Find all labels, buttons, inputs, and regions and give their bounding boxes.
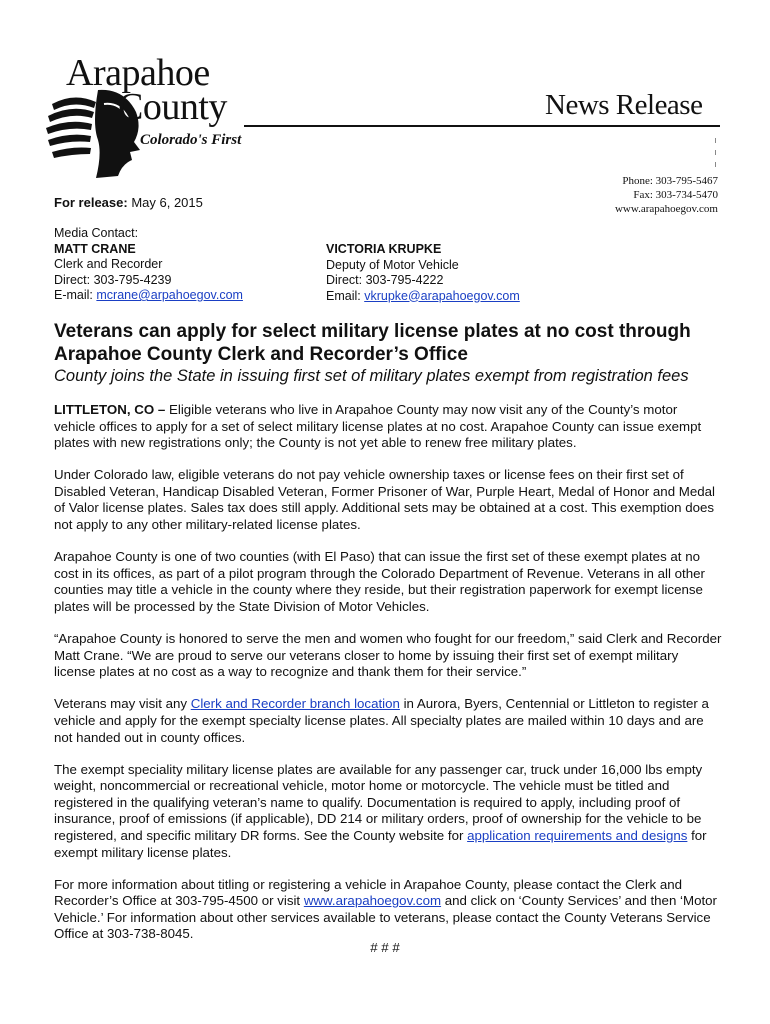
p6-text-b: for exempt military license plates. bbox=[54, 827, 707, 860]
contact-email-line bbox=[54, 288, 243, 304]
paragraph-1 bbox=[54, 402, 722, 452]
release-date: May 6, 2015 bbox=[131, 195, 203, 210]
branch-location-link[interactable]: Clerk and Recorder branch location bbox=[190, 696, 400, 712]
paragraph-4: “Arapahoe County is honored to serve the men and women who fought for our freedom,” said Clerk and Recorder Matt Crane. “We are proud to serve our veterans closer to home by issuing their first set of exempt military license plates at no cost as a way to recognize and thank them for their service.” bbox=[54, 631, 722, 680]
media-contact-1 bbox=[54, 226, 243, 304]
contact-name: MATT CRANE bbox=[54, 241, 136, 256]
news-release-title: News Release bbox=[545, 89, 703, 121]
header-rule bbox=[244, 125, 720, 127]
contact-email-line bbox=[326, 289, 520, 305]
logo-wordmark-line2: County bbox=[118, 86, 227, 128]
fax: Fax: 303-734-5470 bbox=[633, 189, 718, 201]
margin-ticks bbox=[715, 138, 717, 168]
contact-name: VICTORIA KRUPKE bbox=[326, 242, 442, 256]
subheadline: County joins the State in issuing first set of military plates exempt from registration fees bbox=[54, 367, 689, 385]
release-date-line bbox=[54, 195, 203, 211]
contact-title: Clerk and Recorder bbox=[54, 257, 163, 271]
p7-text-a: For more information about titling or registering a vehicle in Arapahoe County, please contact the Clerk and Recorder’s Office at 303-795-4500 or visit bbox=[54, 876, 683, 909]
p6-text-a: The exempt speciality military license plates are available for any passenger car, truck under 16,000 lbs empty weight, noncommercial or recreational vehicle, motor home or motorcycle. The vehicle must be titled and registered in the qualifying veteran’s name to qualify. Documentation is required to apply, including proof of insurance, proof of emissions (if applicable), DD 214 or military orders, proof of ownership for the vehicle to be registered, and specific military DR forms. See the County website for bbox=[54, 761, 703, 843]
release-label: For release: bbox=[54, 195, 128, 210]
paragraph-2: Under Colorado law, eligible veterans do not pay vehicle ownership taxes or license fees on their first set of Disabled Veteran, Handicap Disabled Veteran, Former Prisoner of War, Purple Heart, Medal of Honor and Medal of Valor license plates. Sales tax does still apply. Additional sets may be obtained at a cost. This exemption does not apply to any other military-related license plates. bbox=[54, 467, 715, 533]
website: www.arapahoegov.com bbox=[614, 203, 718, 215]
media-contact-label: Media Contact: bbox=[54, 226, 139, 240]
media-contact-2 bbox=[326, 242, 520, 304]
email-link[interactable]: mcrane@arpahoegov.com bbox=[96, 288, 243, 302]
contact-direct: Direct: 303-795-4239 bbox=[54, 272, 172, 287]
end-mark: # # # bbox=[370, 940, 400, 955]
contact-title: Deputy of Motor Vehicle bbox=[326, 257, 459, 272]
email-link[interactable]: vkrupke@arapahoegov.com bbox=[364, 288, 520, 303]
p5-text-b: in Aurora, Byers, Centennial or Littleton to register a vehicle and apply for the exempt specialty license plates. All specialty plates are mailed within 10 days and are not handed out in county offices. bbox=[54, 696, 709, 745]
paragraph-7 bbox=[54, 877, 722, 943]
contact-block bbox=[615, 174, 718, 216]
p7-text-b: and click on ‘County Services’ and then ‘Motor Vehicle.’ For information about other services available to veterans, please contact the County Veterans Service Office at 303-738-8045. bbox=[54, 893, 717, 942]
paragraph-3: Arapahoe County is one of two counties (with El Paso) that can issue the first set of these exempt plates at no cost in its offices, as part of a pilot program through the Colorado Department of Revenue. Veterans in all other counties may title a vehicle in the county where they reside, but their registration paperwork for exempt license plates will be processed by the State Division of Motor Vehicles. bbox=[54, 549, 705, 614]
p5-text-a: Veterans may visit any bbox=[54, 696, 191, 712]
phone: Phone: 303-795-5467 bbox=[622, 175, 718, 187]
email-label: Email: bbox=[326, 288, 365, 303]
email-label: E-mail: bbox=[54, 288, 97, 302]
article-body bbox=[54, 402, 722, 943]
paragraph-1-text: Eligible veterans who live in Arapahoe County may now visit any of the County’s motor vehicle offices to apply for a set of select military license plates at no cost. Arapahoe County can issue exempt plates with new registrations only; the County is not yet able to renew free military plates. bbox=[54, 402, 702, 451]
headline: Veterans can apply for select military license plates at no cost through Arapahoe County Clerk and Recorder’s Office bbox=[54, 321, 691, 365]
application-requirements-link[interactable]: application requirements and designs bbox=[467, 827, 688, 843]
paragraph-6 bbox=[54, 762, 722, 862]
logo-tagline: Colorado's First bbox=[140, 132, 242, 148]
contact-direct: Direct: 303-795-4222 bbox=[326, 273, 444, 287]
website-link[interactable]: www.arapahoegov.com bbox=[303, 893, 442, 909]
logo-wordmark-line1: Arapahoe bbox=[66, 52, 210, 94]
dateline: LITTLETON, CO – bbox=[54, 402, 166, 417]
paragraph-5 bbox=[54, 696, 722, 746]
